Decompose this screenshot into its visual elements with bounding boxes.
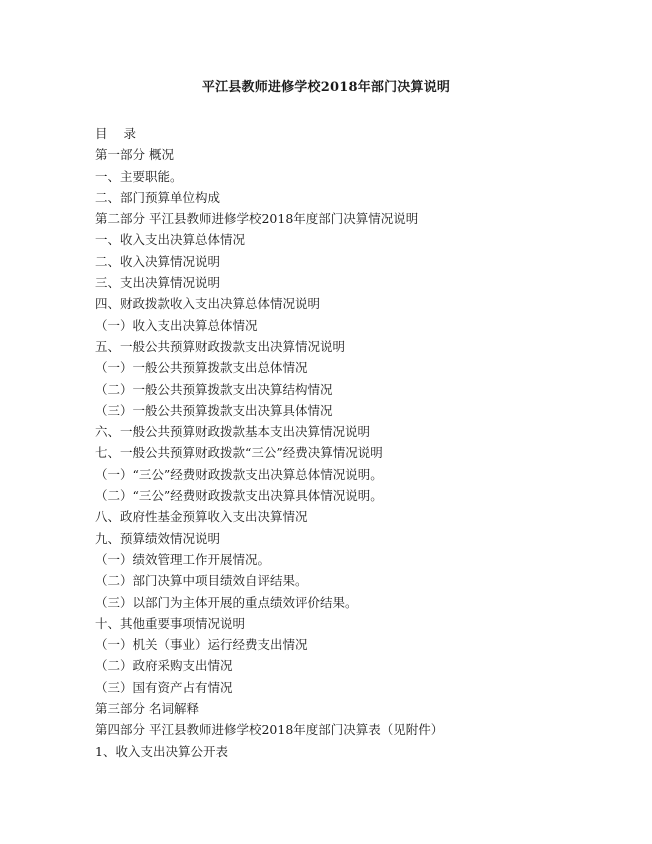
toc-item: 二、部门预算单位构成 bbox=[95, 189, 221, 205]
toc-item: （一）收入支出决算总体情况 bbox=[95, 317, 258, 333]
toc-item: 一、主要职能。 bbox=[95, 168, 183, 184]
toc-item: （一）“三公”经费财政拨款支出决算总体情况说明。 bbox=[95, 466, 383, 482]
table-of-contents bbox=[95, 123, 443, 762]
toc-item: （三）一般公共预算拨款支出决算具体情况 bbox=[95, 402, 333, 418]
toc-item: 第二部分 平江县教师进修学校2018年度部门决算情况说明 bbox=[95, 211, 419, 227]
toc-item: 十、其他重要事项情况说明 bbox=[95, 615, 246, 631]
toc-item: 第一部分 概况 bbox=[95, 147, 174, 163]
toc-item: （三）国有资产占有情况 bbox=[95, 679, 233, 695]
toc-heading: 目 录 bbox=[95, 126, 142, 141]
toc-item: 第四部分 平江县教师进修学校2018年度部门决算表（见附件） bbox=[95, 722, 444, 738]
toc-item: （三）以部门为主体开展的重点绩效评价结果。 bbox=[95, 594, 358, 610]
toc-item: （二）“三公”经费财政拨款支出决算具体情况说明。 bbox=[95, 488, 383, 504]
toc-item: （二）一般公共预算拨款支出决算结构情况 bbox=[95, 381, 333, 397]
toc-item: 一、收入支出决算总体情况 bbox=[95, 232, 246, 248]
toc-item: 八、政府性基金预算收入支出决算情况 bbox=[95, 509, 308, 525]
toc-item: 五、一般公共预算财政拨款支出决算情况说明 bbox=[95, 338, 346, 354]
document-title: 平江县教师进修学校2018年部门决算说明 bbox=[201, 80, 451, 95]
toc-item: 九、预算绩效情况说明 bbox=[95, 530, 221, 546]
toc-item: （一）一般公共预算拨款支出总体情况 bbox=[95, 360, 308, 376]
toc-item: （二）政府采购支出情况 bbox=[95, 658, 233, 674]
toc-item: 三、支出决算情况说明 bbox=[95, 275, 221, 291]
toc-item: 七、一般公共预算财政拨款“三公”经费决算情况说明 bbox=[95, 445, 383, 461]
toc-item: 1、收入支出决算公开表 bbox=[95, 743, 228, 759]
toc-item: （一）机关（事业）运行经费支出情况 bbox=[95, 637, 308, 653]
toc-item: 六、一般公共预算财政拨款基本支出决算情况说明 bbox=[95, 424, 371, 440]
toc-item: （二）部门决算中项目绩效自评结果。 bbox=[95, 573, 308, 589]
toc-item: 二、收入决算情况说明 bbox=[95, 253, 221, 269]
toc-item: （一）绩效管理工作开展情况。 bbox=[95, 551, 271, 567]
toc-item: 第三部分 名词解释 bbox=[95, 701, 199, 717]
toc-item: 四、财政拨款收入支出决算总体情况说明 bbox=[95, 296, 321, 312]
